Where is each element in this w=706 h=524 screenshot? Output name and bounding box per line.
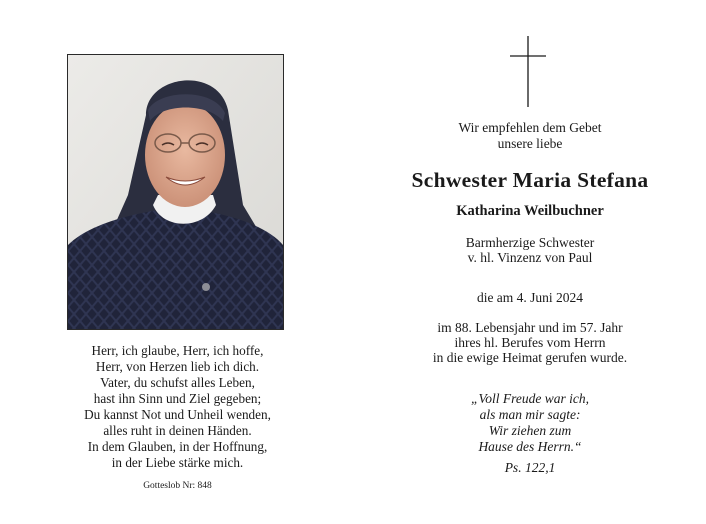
- quote-line: „Voll Freude war ich,: [471, 391, 589, 406]
- age-line: in die ewige Heimat gerufen wurde.: [432, 350, 628, 365]
- bible-quote: [372, 391, 688, 455]
- age-text: [372, 320, 688, 365]
- prayer-line: Herr, von Herzen lieb ich dich.: [95, 359, 260, 374]
- intro-text: [372, 120, 688, 152]
- order-line: Barmherzige Schwester: [465, 235, 595, 250]
- prayer-line: hast ihn Sinn und Ziel gegeben;: [93, 391, 262, 406]
- prayer-source: Gotteslob Nr: 848: [143, 481, 212, 491]
- quote-line: Hause des Herrn.“: [478, 439, 582, 454]
- prayer-line: in der Liebe stärke mich.: [111, 455, 244, 470]
- prayer-line: alles ruht in deinen Händen.: [103, 423, 252, 438]
- birth-name: Katharina Weilbuchner: [456, 203, 604, 219]
- prayer-line: In dem Glauben, in der Hoffnung,: [87, 439, 268, 454]
- prayer-line: Vater, du schufst alles Leben,: [100, 375, 255, 390]
- intro-line: Wir empfehlen dem Gebet: [458, 120, 602, 135]
- portrait-photo: [67, 54, 284, 330]
- psalm-reference: Ps. 122,1: [504, 460, 556, 475]
- prayer-line: Herr, ich glaube, Herr, ich hoffe,: [91, 343, 264, 358]
- order-line: v. hl. Vinzenz von Paul: [467, 250, 593, 265]
- quote-line: als man mir sagte:: [479, 407, 581, 422]
- latin-cross-icon: [510, 36, 546, 113]
- age-line: ihres hl. Berufes vom Herrn: [454, 335, 606, 350]
- quote-line: Wir ziehen zum: [488, 423, 572, 438]
- age-line: im 88. Lebensjahr und im 57. Jahr: [437, 320, 623, 335]
- deceased-name: Schwester Maria Stefana: [411, 168, 649, 192]
- order-text: [372, 235, 688, 265]
- death-date: die am 4. Juni 2024: [476, 290, 584, 305]
- prayer-line: Du kannst Not und Unheil wenden,: [84, 407, 271, 422]
- intro-line: unsere liebe: [497, 136, 563, 151]
- prayer-text: [40, 343, 315, 471]
